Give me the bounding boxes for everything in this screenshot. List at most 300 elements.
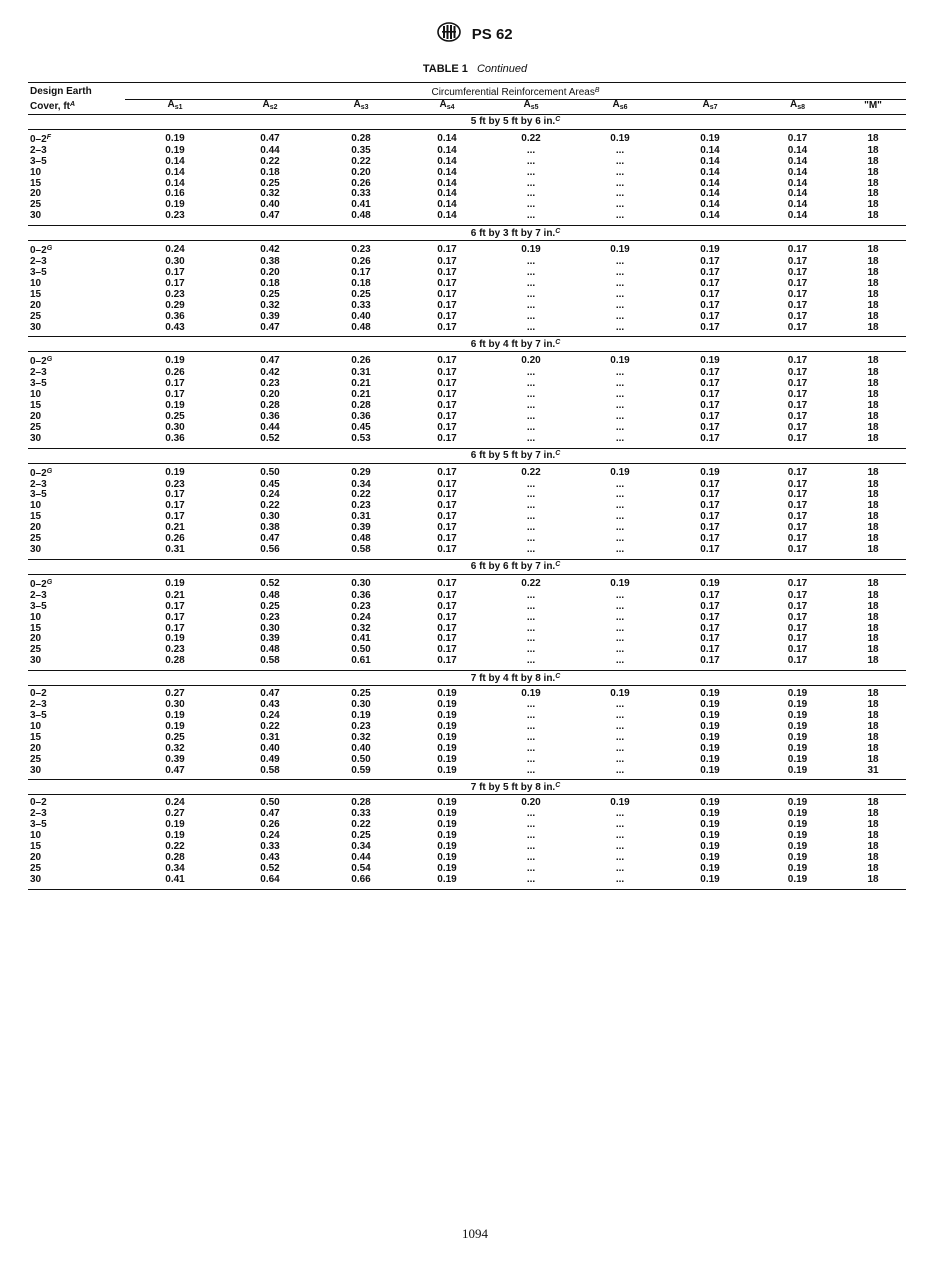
value-cell: 18: [867, 808, 879, 820]
value-cell: 0.19: [700, 720, 720, 732]
value-cell: 0.19: [700, 699, 720, 711]
value-cell: 31: [840, 766, 906, 780]
value-cell: 0.19: [755, 875, 840, 889]
value-cell: ...: [526, 600, 536, 612]
value-cell: 0.14: [165, 166, 185, 178]
cover-value: 15: [30, 511, 42, 523]
value-cell: 0.17: [700, 299, 720, 311]
cover-value: 25: [30, 199, 42, 211]
value-cell: 0.47: [225, 211, 315, 225]
section-title-text: 6 ft by 3 ft by 7 in.: [470, 227, 556, 239]
cover-value: 30: [30, 210, 42, 222]
value-cell: ...: [526, 166, 536, 178]
section-title-row: [28, 448, 906, 463]
value-cell: ...: [575, 211, 665, 225]
value-cell: 0.17: [787, 478, 808, 490]
value-cell: 0.30: [351, 699, 371, 711]
value-cell: 0.20: [351, 166, 371, 178]
value-cell: 0.19: [700, 851, 720, 863]
value-cell: 0.19: [165, 400, 185, 412]
value-cell: ...: [615, 166, 625, 178]
value-cell: ...: [615, 288, 625, 300]
table-row: [28, 301, 906, 312]
value-cell: 0.17: [437, 511, 457, 523]
section-header-group: [28, 559, 906, 574]
value-cell: 0.17: [787, 244, 808, 256]
section-title: [125, 337, 906, 352]
cover-footnote: G: [46, 578, 53, 586]
value-cell: 0.39: [351, 522, 371, 534]
value-cell: ...: [575, 323, 665, 337]
cover-value: 0–2: [30, 133, 47, 145]
value-cell: 0.17: [351, 266, 371, 278]
value-cell: 0.30: [165, 421, 185, 433]
value-cell: 0.17: [755, 323, 840, 337]
value-cell: ...: [615, 177, 625, 189]
value-cell: 0.22: [260, 155, 280, 167]
section-rows: [28, 463, 906, 559]
value-cell: 0.25: [260, 600, 280, 612]
cover-value: 20: [30, 742, 42, 754]
col-as8: $A_{s8}$: [755, 99, 840, 114]
value-cell: 0.17: [787, 355, 808, 367]
value-cell: 18: [867, 277, 879, 289]
value-cell: 0.31: [260, 731, 280, 743]
value-cell: 0.52: [260, 577, 280, 589]
value-cell: 0.17: [787, 500, 808, 512]
value-cell: ...: [615, 155, 625, 167]
col-as4: $A_{s4}$: [407, 99, 487, 114]
value-cell: 0.19: [665, 766, 755, 780]
value-cell: 0.19: [787, 688, 808, 700]
value-cell: 0.17: [407, 545, 487, 559]
value-cell: 0.40: [260, 199, 280, 211]
value-cell: 0.17: [700, 288, 720, 300]
value-cell: 0.19: [610, 466, 630, 478]
cover-value: 0–2: [30, 797, 47, 809]
table-row: [28, 129, 906, 145]
value-cell: 0.17: [437, 244, 457, 256]
value-cell: 0.17: [787, 522, 808, 534]
value-cell: 0.17: [165, 489, 185, 501]
value-cell: 0.17: [437, 355, 457, 367]
value-cell: 0.30: [165, 699, 185, 711]
value-cell: 0.17: [787, 600, 808, 612]
value-cell: ...: [526, 389, 536, 401]
value-cell: 0.36: [351, 589, 371, 601]
cover-cell: [28, 157, 125, 168]
cover-value: 15: [30, 841, 42, 853]
value-cell: ...: [615, 753, 625, 765]
cover-value: 2–3: [30, 256, 47, 268]
cover-cell: [28, 463, 125, 479]
value-cell: 0.19: [787, 753, 808, 765]
value-cell: 0.26: [165, 367, 185, 379]
value-cell: 18: [867, 688, 879, 700]
cover-cell: [28, 634, 125, 645]
value-cell: 0.19: [165, 633, 185, 645]
value-cell: ...: [615, 266, 625, 278]
value-cell: ...: [526, 633, 536, 645]
cover-value: 10: [30, 830, 42, 842]
section-title-text: 7 ft by 5 ft by 8 in.: [470, 781, 556, 793]
value-cell: 0.22: [351, 489, 371, 501]
value-cell: 0.19: [437, 742, 457, 754]
value-cell: 0.19: [787, 742, 808, 754]
value-cell: 0.31: [351, 511, 371, 523]
value-cell: ...: [526, 622, 536, 634]
value-cell: 0.26: [351, 177, 371, 189]
value-cell: ...: [526, 378, 536, 390]
value-cell: 0.28: [351, 132, 371, 144]
value-cell: 0.17: [437, 478, 457, 490]
cover-cell: [28, 434, 125, 448]
cover-cell: [28, 795, 125, 809]
value-cell: 0.19: [165, 709, 185, 721]
value-cell: 0.66: [315, 875, 407, 889]
col-as6: $A_{s6}$: [575, 99, 665, 114]
value-cell: ...: [526, 256, 536, 268]
value-cell: 0.50: [260, 797, 280, 809]
table-row: [28, 864, 906, 875]
value-cell: 0.35: [351, 144, 371, 156]
value-cell: 0.22: [260, 500, 280, 512]
value-cell: 0.19: [787, 819, 808, 831]
areas-group-header: Circumferential Reinforcement Areas$^B$: [125, 83, 906, 100]
section-title-blank: [28, 226, 125, 241]
value-cell: 0.22: [260, 720, 280, 732]
value-cell: 0.19: [437, 841, 457, 853]
col-as5: $A_{s5}$: [487, 99, 575, 114]
value-cell: ...: [575, 766, 665, 780]
value-cell: 0.32: [165, 742, 185, 754]
cover-value: 30: [30, 655, 42, 667]
table-row: [28, 656, 906, 670]
value-cell: ...: [526, 400, 536, 412]
cover-cell: [28, 766, 125, 780]
value-cell: 18: [840, 323, 906, 337]
value-cell: 18: [867, 841, 879, 853]
value-cell: 0.19: [610, 577, 630, 589]
value-cell: ...: [615, 808, 625, 820]
value-cell: 0.17: [787, 410, 808, 422]
cover-value: 2–3: [30, 699, 47, 711]
value-cell: 0.23: [165, 478, 185, 490]
value-cell: 0.26: [351, 355, 371, 367]
value-cell: 0.19: [787, 862, 808, 874]
table-row: [28, 523, 906, 534]
table-row: [28, 200, 906, 211]
cover-value: 15: [30, 400, 42, 412]
table-row: [28, 241, 906, 257]
value-cell: 0.19: [437, 862, 457, 874]
cover-cell: [28, 744, 125, 755]
value-cell: 0.39: [260, 310, 280, 322]
value-cell: ...: [615, 851, 625, 863]
value-cell: 0.17: [437, 622, 457, 634]
value-cell: 0.17: [437, 299, 457, 311]
value-cell: 0.27: [165, 808, 185, 820]
value-cell: 0.14: [787, 155, 808, 167]
value-cell: 0.17: [787, 622, 808, 634]
value-cell: 0.17: [700, 389, 720, 401]
table-row: [28, 412, 906, 423]
cover-value: 20: [30, 188, 42, 200]
value-cell: 0.17: [665, 323, 755, 337]
value-cell: 0.45: [260, 478, 280, 490]
value-cell: 0.23: [165, 288, 185, 300]
value-cell: 0.17: [700, 600, 720, 612]
value-cell: 0.17: [437, 600, 457, 612]
value-cell: ...: [615, 367, 625, 379]
cover-value: 20: [30, 633, 42, 645]
value-cell: 0.17: [437, 633, 457, 645]
value-cell: 0.26: [260, 819, 280, 831]
value-cell: 0.19: [165, 819, 185, 831]
value-cell: 18: [867, 753, 879, 765]
value-cell: 0.61: [315, 656, 407, 670]
section-header-group: [28, 226, 906, 241]
value-cell: 0.22: [521, 466, 541, 478]
value-cell: 0.14: [437, 166, 457, 178]
cover-value: 10: [30, 611, 42, 623]
value-cell: 0.17: [700, 266, 720, 278]
value-cell: ...: [526, 421, 536, 433]
value-cell: 0.44: [351, 851, 371, 863]
value-cell: ...: [526, 489, 536, 501]
cover-footnote: G: [46, 245, 53, 253]
value-cell: ...: [615, 522, 625, 534]
value-cell: 0.47: [125, 766, 225, 780]
value-cell: 0.29: [165, 299, 185, 311]
value-cell: 0.17: [787, 256, 808, 268]
value-cell: 0.17: [787, 577, 808, 589]
value-cell: ...: [575, 656, 665, 670]
cover-value: 3–5: [30, 266, 47, 278]
value-cell: 0.39: [165, 753, 185, 765]
table-row: [28, 686, 906, 700]
table-row: [28, 875, 906, 889]
cover-cell: [28, 711, 125, 722]
value-cell: 0.17: [437, 266, 457, 278]
value-cell: 0.16: [165, 188, 185, 200]
value-cell: 0.19: [407, 875, 487, 889]
value-cell: 0.45: [351, 421, 371, 433]
section-title-row: [28, 780, 906, 795]
value-cell: 0.17: [437, 367, 457, 379]
value-cell: 18: [867, 188, 879, 200]
cover-value: 0–2: [30, 578, 47, 590]
table-row: [28, 853, 906, 864]
value-cell: ...: [615, 742, 625, 754]
cover-value: 25: [30, 753, 42, 765]
value-cell: 0.17: [437, 256, 457, 268]
value-cell: 0.19: [700, 819, 720, 831]
value-cell: 0.21: [351, 378, 371, 390]
value-cell: 0.19: [755, 766, 840, 780]
value-cell: ...: [526, 709, 536, 721]
cover-cell: [28, 168, 125, 179]
value-cell: 0.17: [787, 511, 808, 523]
value-cell: 0.14: [700, 177, 720, 189]
cover-value: 25: [30, 310, 42, 322]
value-cell: 0.26: [165, 533, 185, 545]
value-cell: 0.23: [260, 378, 280, 390]
cover-cell: [28, 379, 125, 390]
value-cell: 0.48: [315, 211, 407, 225]
value-cell: 0.17: [165, 378, 185, 390]
value-cell: 18: [840, 875, 906, 889]
value-cell: 0.58: [315, 545, 407, 559]
section-title-footnote: C: [555, 450, 561, 458]
value-cell: ...: [526, 177, 536, 189]
value-cell: 0.36: [351, 410, 371, 422]
section-title-footnote: C: [555, 227, 561, 235]
cover-cell: [28, 534, 125, 545]
value-cell: 0.17: [437, 400, 457, 412]
value-cell: 0.19: [407, 766, 487, 780]
cover-cell: [28, 129, 125, 145]
value-cell: ...: [615, 611, 625, 623]
table-row: [28, 809, 906, 820]
value-cell: ...: [526, 589, 536, 601]
table-row: [28, 634, 906, 645]
value-cell: ...: [526, 699, 536, 711]
value-cell: 0.19: [437, 709, 457, 721]
value-cell: ...: [487, 545, 575, 559]
cover-value: 2–3: [30, 367, 47, 379]
value-cell: ...: [615, 188, 625, 200]
cover-cell: [28, 853, 125, 864]
value-cell: 0.14: [700, 166, 720, 178]
value-cell: 0.22: [165, 841, 185, 853]
section-title: [125, 448, 906, 463]
value-cell: 18: [867, 389, 879, 401]
value-cell: 0.19: [700, 808, 720, 820]
value-cell: 0.17: [437, 533, 457, 545]
cover-footnote: G: [46, 467, 53, 475]
value-cell: 0.19: [700, 709, 720, 721]
value-cell: 0.14: [437, 177, 457, 189]
value-cell: ...: [615, 500, 625, 512]
value-cell: 0.17: [165, 511, 185, 523]
section-title-blank: [28, 559, 125, 574]
cover-cell: [28, 755, 125, 766]
value-cell: ...: [526, 830, 536, 842]
section-header-group: [28, 780, 906, 795]
table-row: [28, 744, 906, 755]
value-cell: 0.19: [165, 144, 185, 156]
cover-value: 0–2: [30, 467, 47, 479]
value-cell: 0.19: [787, 830, 808, 842]
value-cell: 0.24: [260, 830, 280, 842]
section-title-text: 5 ft by 5 ft by 6 in.: [470, 116, 556, 128]
value-cell: 0.14: [787, 177, 808, 189]
value-cell: 0.23: [351, 244, 371, 256]
value-cell: 0.29: [351, 466, 371, 478]
value-cell: 0.17: [700, 421, 720, 433]
value-cell: 0.17: [700, 378, 720, 390]
value-cell: 0.17: [437, 489, 457, 501]
value-cell: ...: [526, 808, 536, 820]
value-cell: 0.14: [700, 199, 720, 211]
value-cell: 0.49: [260, 753, 280, 765]
table-row: [28, 755, 906, 766]
cover-value: 30: [30, 321, 42, 333]
value-cell: 0.19: [165, 830, 185, 842]
page-number: 1094: [462, 1226, 488, 1241]
table-row: [28, 290, 906, 301]
value-cell: 0.23: [125, 211, 225, 225]
cover-value: 10: [30, 389, 42, 401]
value-cell: 0.19: [521, 688, 541, 700]
value-cell: 0.17: [787, 389, 808, 401]
value-cell: 0.17: [165, 600, 185, 612]
table-row: [28, 501, 906, 512]
value-cell: 0.19: [521, 244, 541, 256]
value-cell: ...: [615, 421, 625, 433]
value-cell: 0.19: [351, 709, 371, 721]
value-cell: 0.17: [700, 633, 720, 645]
value-cell: 0.19: [165, 199, 185, 211]
value-cell: 18: [840, 545, 906, 559]
value-cell: ...: [526, 310, 536, 322]
cover-cell: [28, 179, 125, 190]
value-cell: 0.19: [700, 132, 720, 144]
value-cell: 0.21: [351, 389, 371, 401]
section-title-blank: [28, 671, 125, 686]
cover-cell: [28, 189, 125, 200]
value-cell: 0.19: [787, 851, 808, 863]
value-cell: 0.17: [700, 622, 720, 634]
value-cell: 0.24: [165, 797, 185, 809]
value-cell: 0.17: [665, 656, 755, 670]
value-cell: 18: [840, 434, 906, 448]
value-cell: 18: [867, 132, 879, 144]
value-cell: 0.24: [351, 611, 371, 623]
value-cell: 18: [867, 731, 879, 743]
table-row: [28, 211, 906, 225]
table-row: [28, 352, 906, 368]
value-cell: 0.33: [351, 299, 371, 311]
value-cell: 0.17: [787, 466, 808, 478]
value-cell: ...: [526, 266, 536, 278]
value-cell: ...: [487, 211, 575, 225]
value-cell: 0.19: [787, 841, 808, 853]
section-rows: [28, 352, 906, 448]
value-cell: 0.28: [351, 797, 371, 809]
value-cell: 18: [867, 199, 879, 211]
value-cell: 0.17: [665, 434, 755, 448]
value-cell: 0.17: [165, 611, 185, 623]
cover-value: 30: [30, 544, 42, 555]
cover-header-unit: Cover, $ft^A$: [28, 99, 125, 114]
value-cell: 0.17: [700, 644, 720, 656]
value-cell: 0.17: [787, 378, 808, 390]
value-cell: 0.25: [260, 177, 280, 189]
section-title-blank: [28, 448, 125, 463]
value-cell: 0.19: [787, 720, 808, 732]
value-cell: 0.17: [165, 266, 185, 278]
value-cell: 0.47: [260, 355, 280, 367]
value-cell: 0.17: [700, 256, 720, 268]
section-rows: [28, 795, 906, 889]
cover-cell: [28, 613, 125, 624]
value-cell: 0.17: [787, 400, 808, 412]
value-cell: ...: [526, 720, 536, 732]
value-cell: 18: [867, 851, 879, 863]
value-cell: 0.17: [437, 378, 457, 390]
